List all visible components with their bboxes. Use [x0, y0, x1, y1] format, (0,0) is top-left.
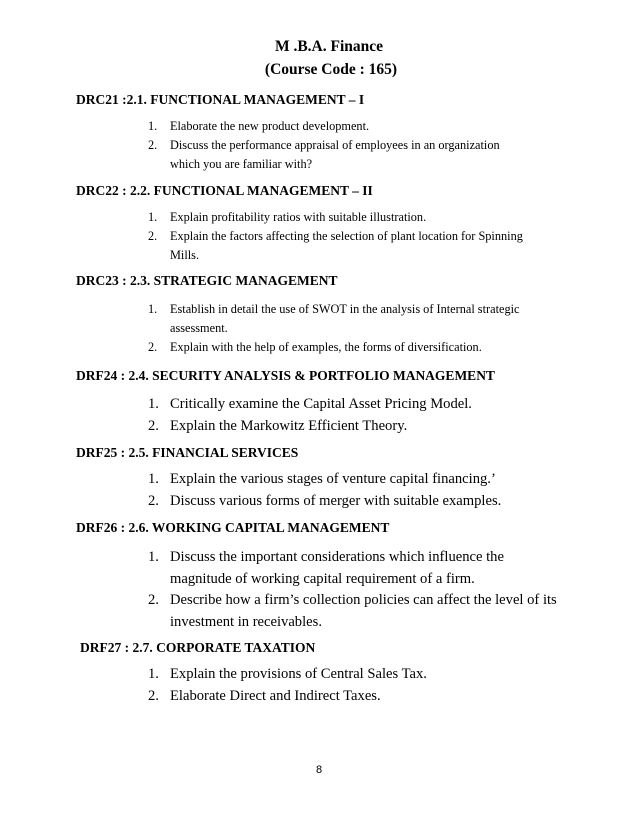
item-text: Explain the factors affecting the selection of plant location for Spinning — [170, 229, 523, 243]
list-item — [148, 227, 523, 265]
item-text: Explain the Markowitz Efficient Theory. — [170, 417, 408, 434]
item-number: 1. — [148, 302, 158, 316]
list-item — [148, 590, 557, 633]
item-text: Discuss various forms of merger with suitable examples. — [170, 492, 502, 509]
item-number: 2. — [148, 492, 159, 509]
list-item — [148, 491, 501, 513]
list-item — [148, 394, 472, 416]
list-item — [148, 136, 500, 174]
item-text: Explain the provisions of Central Sales Tax. — [170, 666, 427, 682]
page-number: 8 — [315, 764, 323, 776]
list-item — [148, 686, 427, 708]
item-number: 1. — [148, 471, 159, 487]
list-item — [148, 117, 500, 136]
list-item — [148, 547, 557, 590]
item-number: 1. — [148, 210, 158, 224]
item-number: 1. — [148, 666, 159, 682]
list-item — [148, 664, 427, 686]
list-item — [148, 208, 523, 227]
item-text: Discuss the important considerations which influence the — [170, 549, 504, 565]
page-title: M .B.A. Finance — [274, 38, 384, 55]
item-text-continued: Mills. — [170, 248, 200, 262]
item-text: Describe how a firm’s collection policies can affect the level of its — [170, 592, 557, 608]
item-text: Elaborate the new product development. — [170, 119, 370, 133]
item-number: 2. — [148, 592, 159, 608]
question-list — [148, 300, 519, 357]
item-number: 1. — [148, 119, 158, 133]
question-list — [148, 117, 500, 174]
item-text: Explain with the help of examples, the forms of diversification. — [170, 340, 482, 354]
item-text: Discuss the performance appraisal of employees in an organization — [170, 138, 500, 152]
item-text-continued: investment in receivables. — [170, 613, 322, 630]
question-list — [148, 547, 557, 633]
list-item — [148, 469, 501, 491]
question-list — [148, 469, 501, 512]
item-number: 1. — [148, 549, 159, 565]
list-item — [148, 416, 472, 438]
item-number: 2. — [148, 340, 158, 354]
section-heading: DRF24 : 2.4. SECURITY ANALYSIS & PORTFOLIO MANAGEMENT — [76, 368, 495, 383]
section-heading: DRF25 : 2.5. FINANCIAL SERVICES — [76, 445, 299, 460]
course-code: (Course Code : 165) — [264, 61, 398, 78]
item-number: 1. — [148, 396, 159, 412]
item-text: Establish in detail the use of SWOT in the analysis of Internal strategic — [170, 302, 520, 316]
item-text-continued: magnitude of working capital requirement of a firm. — [170, 570, 475, 587]
item-text: Explain the various stages of venture capital financing.’ — [170, 471, 496, 487]
item-text: Critically examine the Capital Asset Pricing Model. — [170, 396, 472, 412]
item-text-continued: which you are familiar with? — [170, 157, 313, 171]
item-number: 2. — [148, 138, 158, 152]
item-number: 2. — [148, 229, 158, 243]
question-list — [148, 208, 523, 265]
list-item — [148, 300, 519, 338]
item-number: 2. — [148, 417, 159, 434]
question-list — [148, 394, 472, 437]
section-heading: DRF26 : 2.6. WORKING CAPITAL MANAGEMENT — [76, 520, 390, 535]
section-heading: DRF27 : 2.7. CORPORATE TAXATION — [80, 640, 316, 655]
section-heading: DRC22 : 2.2. FUNCTIONAL MANAGEMENT – II — [76, 183, 373, 198]
item-text: Elaborate Direct and Indirect Taxes. — [170, 687, 381, 704]
section-heading: DRC23 : 2.3. STRATEGIC MANAGEMENT — [76, 273, 338, 288]
item-number: 2. — [148, 687, 159, 704]
item-text: Explain profitability ratios with suitable illustration. — [170, 210, 427, 224]
list-item — [148, 338, 519, 357]
item-text-continued: assessment. — [170, 321, 228, 335]
section-heading: DRC21 :2.1. FUNCTIONAL MANAGEMENT – I — [76, 92, 365, 107]
question-list — [148, 664, 427, 707]
